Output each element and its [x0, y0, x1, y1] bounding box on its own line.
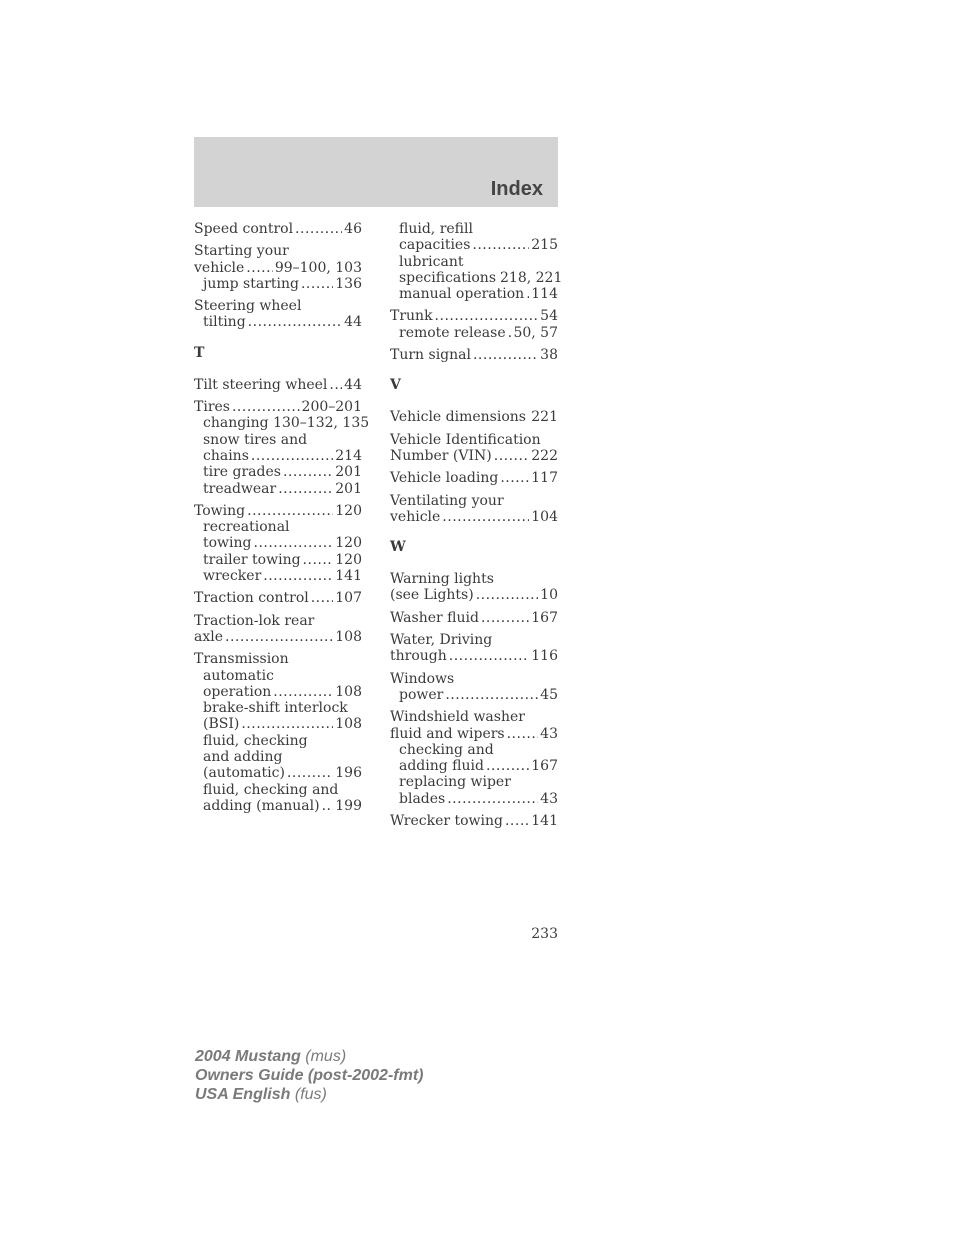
entry-page-ref: 117	[531, 470, 558, 487]
entry-page-ref: 116	[531, 648, 558, 665]
index-entry-line	[390, 632, 558, 648]
index-entry	[390, 671, 558, 704]
index-subentry	[194, 276, 362, 292]
index-entry-line	[194, 377, 362, 393]
entry-page-ref: 196	[335, 765, 362, 782]
footer-line: Owners Guide (post-2002-fmt)	[195, 1067, 424, 1084]
entry-page-ref: 43	[540, 725, 558, 742]
footer-line: 2004 Mustang (mus)	[195, 1048, 347, 1065]
index-subentry	[390, 774, 558, 790]
entry-page-ref: 167	[531, 609, 558, 626]
index-entry-line	[194, 243, 362, 259]
index-subentry	[194, 481, 362, 497]
entry-term: (automatic)	[203, 765, 285, 782]
entry-page-ref: 199	[335, 797, 362, 814]
entry-page-ref: 120	[335, 535, 362, 552]
dot-leader	[473, 347, 538, 363]
dot-leader	[322, 798, 334, 814]
entry-term: Speed control	[194, 221, 294, 237]
entry-term: Trunk	[390, 308, 433, 325]
entry-page-ref: 141	[335, 568, 362, 585]
entry-page-ref: 218, 221	[500, 269, 563, 286]
index-entry	[390, 470, 558, 486]
index-entry	[390, 308, 558, 341]
index-entry	[390, 432, 558, 465]
index-entry-line	[194, 590, 362, 606]
entry-term: Turn signal	[390, 347, 471, 364]
index-entry	[390, 709, 558, 807]
entry-term: Steering wheel	[194, 298, 302, 315]
entry-term: adding fluid	[399, 758, 484, 775]
entry-term: Vehicle dimensions	[390, 409, 526, 426]
index-entry-line	[390, 308, 558, 324]
index-section-letter: T	[194, 344, 205, 361]
entry-page-ref: 120	[335, 502, 362, 519]
index-entry	[194, 651, 362, 814]
dot-leader	[472, 237, 529, 253]
dot-leader	[494, 448, 530, 464]
document-footer	[195, 1047, 423, 1104]
entry-term: Traction control	[194, 590, 309, 607]
dot-leader	[476, 587, 538, 603]
index-entry-line	[194, 399, 362, 415]
entry-term: Traction-lok rear	[194, 612, 315, 629]
entry-page-ref: 201	[335, 480, 362, 497]
entry-term: adding (manual)	[203, 797, 320, 814]
entry-term: replacing wiper	[399, 774, 511, 791]
entry-term: fluid, refill	[399, 221, 473, 237]
index-subentry	[194, 519, 362, 535]
index-header-band	[194, 137, 558, 207]
index-subentry	[194, 314, 362, 330]
dot-leader	[278, 481, 333, 497]
dot-leader	[248, 314, 343, 330]
index-subentry	[194, 716, 362, 732]
entry-term: snow tires and	[203, 431, 308, 448]
entry-term: Windshield washer	[390, 709, 525, 726]
index-subentry	[390, 758, 558, 774]
index-entry-line	[390, 726, 558, 742]
entry-term: Water, Driving	[390, 632, 493, 649]
dot-leader	[247, 503, 333, 519]
entry-term: checking and	[399, 741, 494, 758]
index-entry	[194, 243, 362, 292]
index-entry	[194, 221, 362, 237]
entry-term: operation	[203, 683, 272, 700]
index-subentry	[390, 325, 558, 341]
index-entry-line	[194, 298, 362, 314]
dot-leader	[273, 684, 333, 700]
entry-page-ref: 114	[531, 286, 558, 303]
entry-term: and adding	[203, 749, 283, 766]
entry-page-ref: 215	[531, 237, 558, 254]
dot-leader	[526, 286, 529, 302]
index-entry-line	[194, 651, 362, 667]
index-subentry	[194, 535, 362, 551]
entry-term: tilting	[203, 314, 246, 331]
entry-page-ref: 201	[335, 464, 362, 481]
index-subentry	[194, 448, 362, 464]
entry-term: automatic	[203, 667, 274, 684]
entry-page-ref: 46	[344, 221, 362, 237]
entry-page-ref: 10	[540, 587, 558, 604]
entry-term: axle	[194, 628, 224, 645]
entry-term: Vehicle loading	[390, 470, 499, 487]
dot-leader	[507, 726, 539, 742]
index-entry-line	[390, 347, 558, 363]
entry-page-ref: 43	[540, 790, 558, 807]
dot-leader	[232, 399, 300, 415]
index-subentry	[194, 552, 362, 568]
entry-term: jump starting	[203, 275, 299, 292]
dot-leader	[241, 716, 333, 732]
entry-term: towing	[203, 535, 252, 552]
entry-term: lubricant	[399, 253, 464, 270]
page-number: 233	[531, 926, 558, 942]
index-subentry	[390, 791, 558, 807]
index-entry	[390, 571, 558, 604]
index-entry-line	[390, 448, 558, 464]
entry-page-ref: 136	[335, 275, 362, 292]
dot-leader	[528, 409, 529, 425]
index-subentry	[194, 749, 362, 765]
index-subentry	[194, 432, 362, 448]
entry-term: recreational	[203, 519, 290, 536]
index-entry-line	[390, 610, 558, 626]
index-subentry	[194, 568, 362, 584]
dot-leader	[283, 464, 333, 480]
index-column-right	[390, 221, 563, 835]
dot-leader	[435, 308, 539, 324]
index-entry-line	[194, 503, 362, 519]
entry-term: manual operation	[399, 286, 525, 303]
index-entry-line	[390, 493, 558, 509]
dot-leader	[500, 470, 529, 486]
dot-leader	[263, 568, 333, 584]
entry-page-ref: 104	[531, 508, 558, 525]
index-entry-line	[390, 432, 558, 448]
index-entry-line	[390, 709, 558, 725]
entry-page-ref: 167	[531, 758, 558, 775]
index-entry	[390, 409, 558, 425]
entry-term: Number (VIN)	[390, 447, 492, 464]
entry-page-ref: 44	[344, 314, 362, 331]
entry-term: fluid and wipers	[390, 725, 505, 742]
entry-term: capacities	[399, 237, 471, 254]
dot-leader	[246, 260, 273, 276]
entry-term: treadwear	[203, 480, 277, 497]
entry-term: tire grades	[203, 464, 281, 481]
entry-term: Transmission	[194, 651, 289, 668]
entry-term: power	[399, 686, 444, 703]
index-entry-line	[390, 813, 558, 829]
entry-term: fluid, checking and	[203, 781, 339, 798]
index-subentry	[390, 237, 558, 253]
index-subentry	[194, 798, 362, 814]
index-subentry	[390, 286, 558, 302]
entry-page-ref: 221	[531, 409, 558, 426]
index-subentry	[194, 733, 362, 749]
entry-term: Vehicle Identification	[390, 431, 541, 448]
entry-term: Warning lights	[390, 571, 494, 588]
entry-page-ref: 108	[335, 716, 362, 733]
entry-page-ref: 54	[540, 308, 558, 325]
index-entry-line	[390, 509, 558, 525]
dot-leader	[303, 552, 334, 568]
entry-term: Tires	[194, 399, 230, 416]
entry-term: brake-shift interlock	[203, 700, 348, 717]
index-entry-line	[194, 629, 362, 645]
entry-term: wrecker	[203, 568, 262, 585]
dot-leader	[486, 758, 529, 774]
index-subentry	[194, 700, 362, 716]
index-entry	[194, 298, 362, 331]
entry-term: remote release	[399, 324, 506, 341]
entry-term: Towing	[194, 502, 246, 519]
entry-page-ref: 45	[540, 686, 558, 703]
entry-page-ref: 50, 57	[513, 324, 558, 341]
dot-leader	[505, 813, 529, 829]
dot-leader	[311, 590, 334, 606]
entry-page-ref: 99–100, 103	[274, 259, 362, 276]
entry-page-ref: 38	[540, 347, 558, 364]
index-subentry	[390, 221, 558, 237]
dot-leader	[508, 325, 512, 341]
index-entry	[194, 399, 370, 497]
index-entry-line	[390, 571, 558, 587]
index-subentry	[194, 765, 362, 781]
dot-leader	[329, 377, 342, 393]
entry-term: Wrecker towing	[390, 813, 503, 830]
index-entry-line	[390, 671, 558, 687]
index-entry	[390, 632, 558, 665]
index-entry-line	[194, 613, 362, 629]
entry-page-ref: 200–201	[301, 399, 362, 416]
index-subentry	[390, 742, 558, 758]
index-entry-line	[390, 648, 558, 664]
index-entry-line	[194, 221, 362, 237]
entry-term: fluid, checking	[203, 732, 308, 749]
entry-page-ref: 108	[335, 683, 362, 700]
index-section-letter: W	[390, 539, 406, 556]
entry-page-ref: 222	[531, 447, 558, 464]
dot-leader	[287, 765, 333, 781]
index-section-letter: V	[390, 377, 401, 394]
dot-leader	[442, 509, 529, 525]
entry-term: Washer fluid	[390, 609, 479, 626]
index-subentry	[194, 684, 362, 700]
entry-term: vehicle	[194, 259, 245, 276]
entry-term: Windows	[390, 670, 455, 687]
page-title: Index	[490, 178, 543, 200]
entry-term: specifications	[399, 269, 497, 286]
entry-term: (see Lights)	[390, 587, 474, 604]
index-entry	[390, 221, 563, 303]
index-entry-line	[390, 470, 558, 486]
dot-leader	[225, 629, 333, 645]
index-subentry	[194, 782, 362, 798]
entry-term: changing 130–132, 135	[203, 415, 370, 432]
entry-page-ref: 108	[335, 628, 362, 645]
dot-leader	[295, 221, 342, 237]
dot-leader	[251, 448, 333, 464]
index-entry-line	[194, 260, 362, 276]
dot-leader	[445, 687, 538, 703]
entry-term: through	[390, 648, 447, 665]
index-subentry	[390, 254, 558, 270]
entry-term: Starting your	[194, 243, 289, 260]
index-subentry	[390, 269, 563, 286]
entry-term: (BSI)	[203, 716, 240, 733]
entry-page-ref: 120	[335, 551, 362, 568]
index-entry	[390, 347, 558, 363]
index-entry	[194, 503, 362, 584]
dot-leader	[481, 610, 529, 626]
index-subentry	[390, 687, 558, 703]
index-entry-line	[390, 587, 558, 603]
entry-term: blades	[399, 790, 446, 807]
dot-leader	[301, 276, 333, 292]
index-subentry	[194, 415, 370, 432]
index-subentry	[194, 464, 362, 480]
index-entry	[390, 813, 558, 829]
dot-leader	[447, 791, 538, 807]
entry-page-ref: 44	[344, 376, 362, 393]
index-entry	[194, 590, 362, 606]
index-subentry	[194, 668, 362, 684]
dot-leader	[449, 648, 530, 664]
entry-page-ref: 107	[335, 590, 362, 607]
entry-term: Ventilating your	[390, 492, 504, 509]
footer-line: USA English (fus)	[195, 1086, 327, 1103]
index-entry	[194, 613, 362, 646]
index-entry	[390, 610, 558, 626]
index-entry	[390, 493, 558, 526]
index-column-left	[194, 221, 370, 820]
entry-term: Tilt steering wheel	[194, 376, 328, 393]
entry-page-ref: 141	[531, 813, 558, 830]
entry-term: chains	[203, 447, 249, 464]
dot-leader	[254, 535, 334, 551]
entry-page-ref: 214	[335, 447, 362, 464]
entry-term: trailer towing	[203, 551, 301, 568]
index-entry-line	[390, 409, 558, 425]
entry-term: vehicle	[390, 508, 441, 525]
index-entry	[194, 377, 362, 393]
